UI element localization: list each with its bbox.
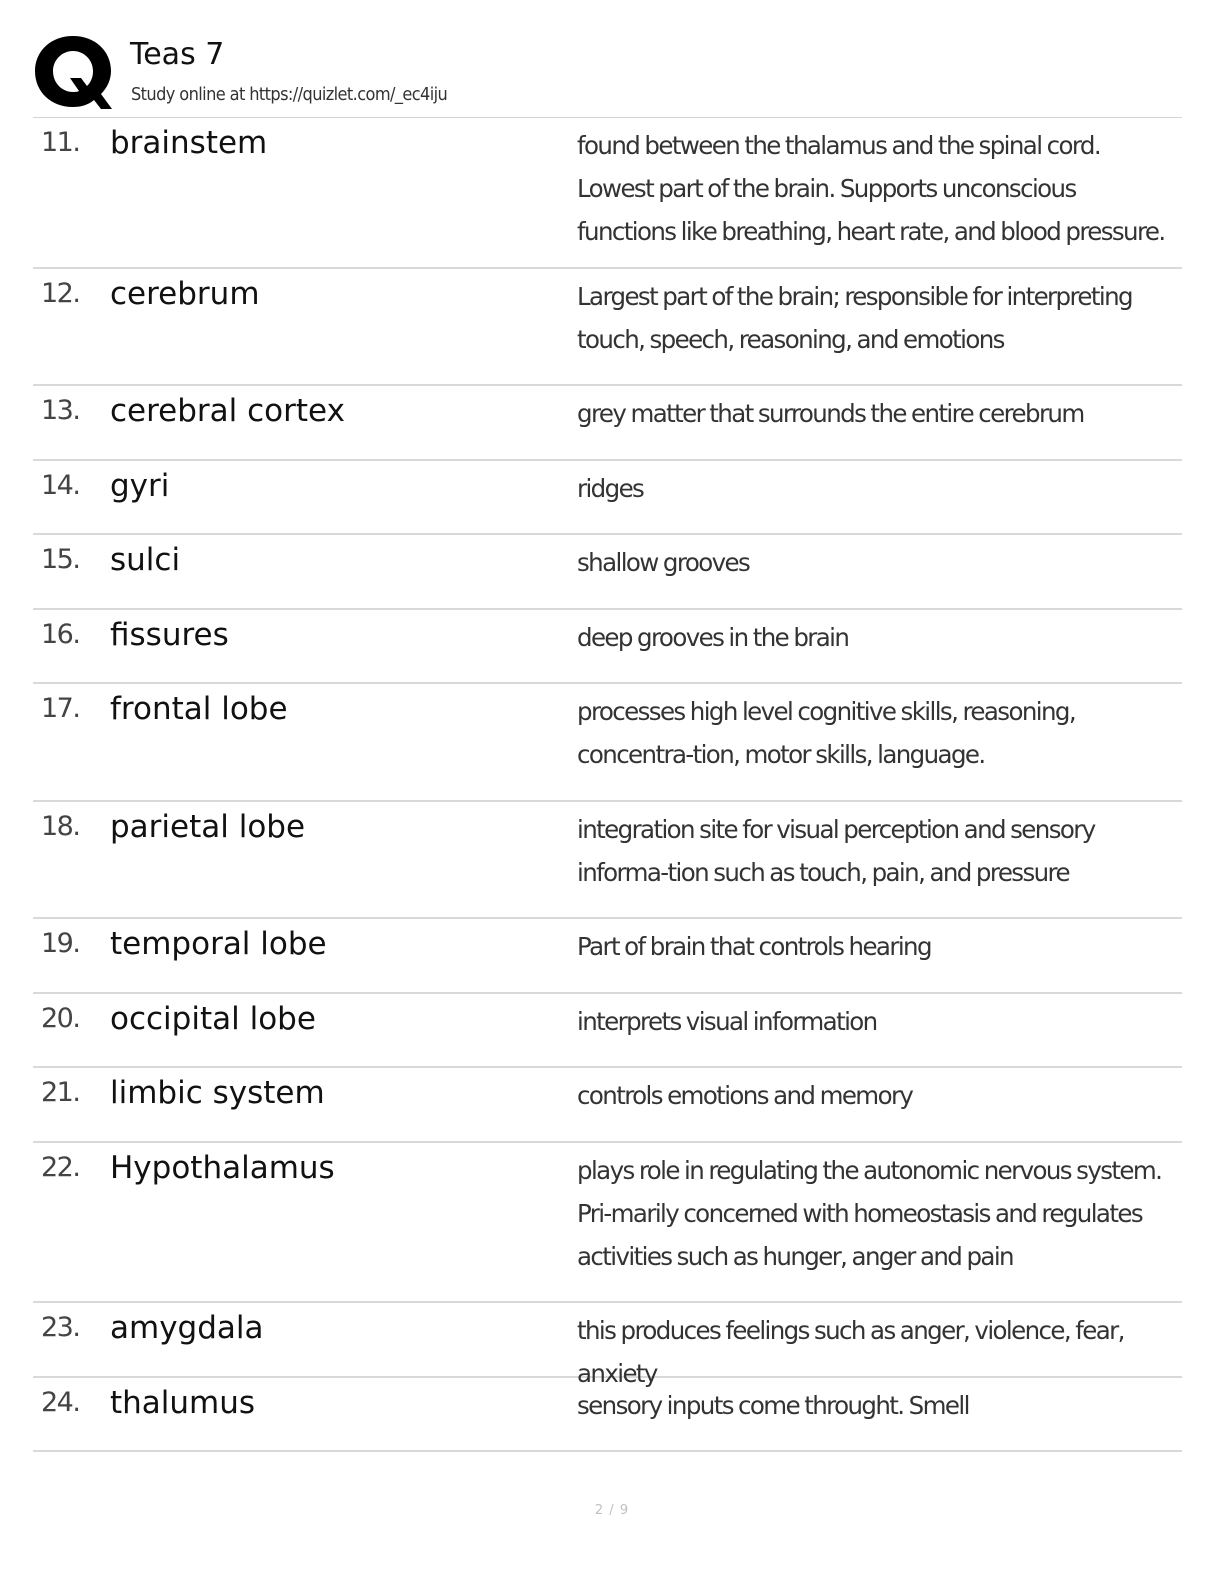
card-number: 11.	[41, 127, 80, 158]
quizlet-logo-icon	[33, 33, 113, 113]
card-definition: integration site for visual perception and sensory informa-tion such as touch, pain, and pressure	[577, 815, 1095, 887]
document-header	[33, 33, 1183, 117]
card-number: 17.	[41, 693, 80, 724]
card-term: frontal lobe	[110, 691, 288, 727]
card-term: thalumus	[110, 1385, 256, 1421]
card-number: 22.	[41, 1152, 80, 1183]
card-number: 24.	[41, 1387, 80, 1418]
card-definition: Part of brain that controls hearing	[577, 932, 931, 961]
card-row	[33, 118, 1182, 269]
study-online-link-text: Study online at https://quizlet.com/_ec4iju	[131, 84, 448, 105]
card-row	[33, 269, 1182, 386]
card-number: 12.	[41, 278, 80, 309]
card-row	[33, 1068, 1182, 1143]
card-definition: controls emotions and memory	[577, 1081, 913, 1110]
card-term: brainstem	[110, 125, 268, 161]
card-number: 16.	[41, 619, 80, 650]
card-definition: processes high level cognitive skills, reasoning, concentra-tion, motor skills, language.	[577, 697, 1076, 769]
card-row	[33, 1143, 1182, 1303]
card-term: parietal lobe	[110, 809, 306, 845]
card-row	[33, 919, 1182, 994]
card-term: cerebrum	[110, 276, 260, 312]
card-definition: found between the thalamus and the spinal cord. Lowest part of the brain. Supports unconscious functions like breathing, heart rate, and blood pressure.	[577, 131, 1165, 246]
card-row	[33, 1378, 1182, 1452]
card-row	[33, 1303, 1182, 1388]
card-definition: ridges	[577, 474, 644, 503]
card-number: 14.	[41, 470, 80, 501]
card-term: limbic system	[110, 1075, 325, 1111]
card-definition: sensory inputs come throught. Smell	[577, 1391, 969, 1420]
card-row	[33, 610, 1182, 684]
card-row	[33, 461, 1182, 535]
card-definition: shallow grooves	[577, 548, 750, 577]
card-number: 19.	[41, 928, 80, 959]
card-term: gyri	[110, 468, 170, 504]
card-row	[33, 802, 1182, 919]
card-number: 18.	[41, 811, 80, 842]
card-number: 20.	[41, 1003, 80, 1034]
card-definition: grey matter that surrounds the entire cerebrum	[577, 399, 1084, 428]
card-definition: Largest part of the brain; responsible for interpreting touch, speech, reasoning, and emotions	[577, 282, 1132, 354]
card-definition: this produces feelings such as anger, violence, fear, anxiety	[577, 1316, 1124, 1388]
card-definition: plays role in regulating the autonomic nervous system. Pri-marily concerned with homeostasis and regulates activities such as hunger, anger and pain	[577, 1156, 1162, 1271]
card-definition: interprets visual information	[577, 1007, 877, 1036]
card-number: 15.	[41, 544, 80, 575]
card-term: sulci	[110, 542, 181, 578]
card-row	[33, 684, 1182, 802]
flashcard-list	[33, 117, 1182, 1452]
card-term: cerebral cortex	[110, 393, 345, 429]
card-number: 23.	[41, 1312, 80, 1343]
card-term: fissures	[110, 617, 229, 653]
set-title: Teas 7	[130, 37, 225, 72]
card-term: occipital lobe	[110, 1001, 316, 1037]
card-definition: deep grooves in the brain	[577, 623, 849, 652]
card-row	[33, 535, 1182, 610]
card-row	[33, 386, 1182, 461]
card-row	[33, 994, 1182, 1068]
card-term: amygdala	[110, 1310, 264, 1346]
card-term: temporal lobe	[110, 926, 327, 962]
card-number: 21.	[41, 1077, 80, 1108]
card-number: 13.	[41, 395, 80, 426]
card-term: Hypothalamus	[110, 1150, 335, 1186]
page-number: 2 / 9	[594, 1503, 630, 1518]
